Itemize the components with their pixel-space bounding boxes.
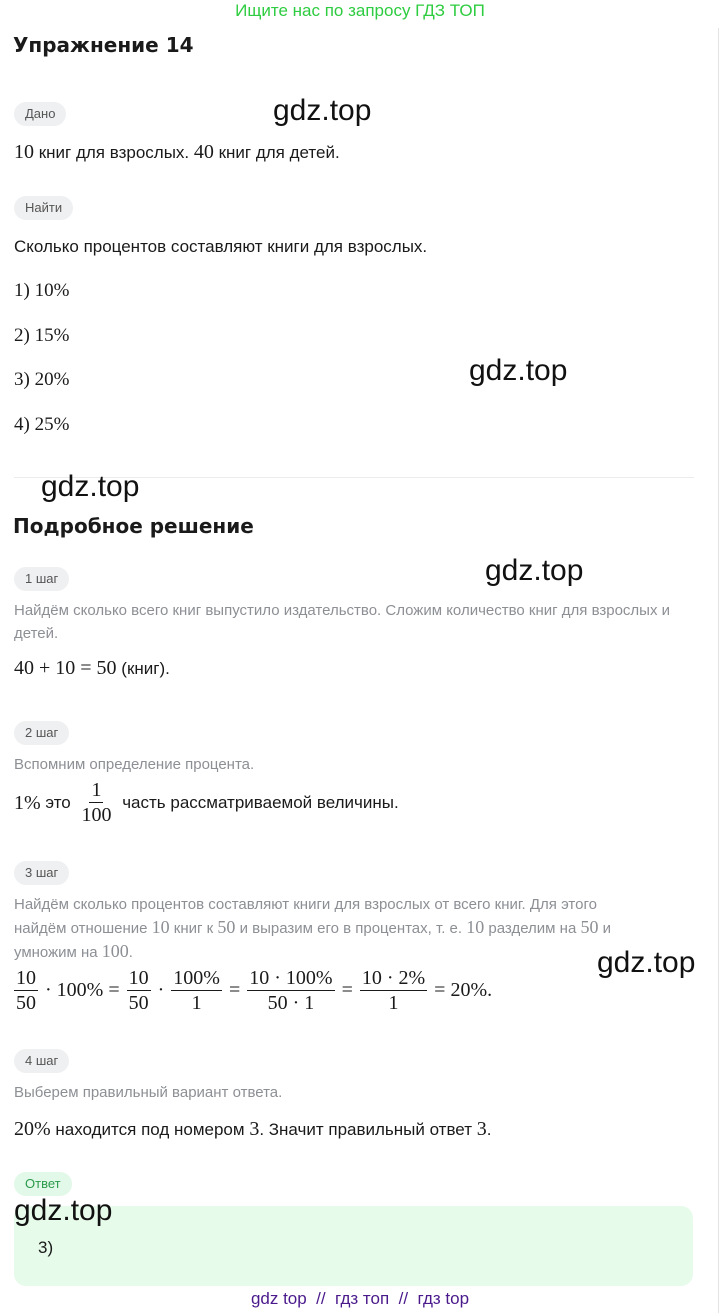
step-1-chip: 1 шаг (14, 567, 69, 591)
option-4: 4) 25% (14, 414, 70, 435)
given-chip: Дано (14, 102, 66, 126)
equation-operator: · (157, 979, 165, 1001)
answer-box (14, 1206, 693, 1286)
step-2-rest: часть рассматриваемой величины. (117, 792, 399, 812)
footer-links[interactable]: gdz top // гдз топ // гдз top (250, 1289, 470, 1308)
fraction-numerator: 100% (173, 967, 220, 989)
fraction-denominator: 50 (128, 992, 149, 1014)
equation-result: = 20%. (434, 979, 493, 1001)
step-4-percent: 20% (14, 1118, 51, 1140)
step-4-number: 3 (476, 1118, 487, 1140)
fraction-1 (14, 966, 38, 1015)
fraction-3 (171, 966, 222, 1015)
watermark: gdz.top (485, 554, 584, 587)
step-4-text: . (486, 1120, 492, 1139)
fraction-numerator: 10 · 100% (249, 967, 333, 989)
fraction-2 (127, 966, 151, 1015)
step-1-explanation: Найдём сколько всего книг выпустило издательство. Сложим количество книг для взрослых и детей. (14, 602, 671, 642)
step-3-text: найдём отношение (14, 920, 152, 937)
fraction-denominator: 1 (388, 992, 399, 1014)
watermark: gdz.top (273, 94, 372, 127)
step-4-chip: 4 шаг (14, 1049, 69, 1073)
top-banner: Ищите нас по запросу ГДЗ ТОП (235, 1, 485, 20)
fraction-denominator: 100 (81, 804, 112, 826)
step-3-number: 50 (580, 917, 599, 937)
given-number-1: 10 (14, 141, 34, 163)
right-border-line (718, 28, 719, 1313)
page-title: Упражнение 14 (13, 33, 194, 57)
fraction-4 (247, 966, 334, 1015)
watermark: gdz.top (41, 470, 140, 503)
find-chip: Найти (14, 196, 73, 220)
option-3: 3) 20% (14, 369, 70, 390)
step-1-formula (14, 656, 170, 681)
step-4-text: . Значит правильный ответ (259, 1120, 477, 1139)
equation-operator: = (341, 979, 353, 1001)
watermark: gdz.top (597, 946, 696, 979)
fraction-numerator: 10 (128, 967, 149, 989)
fraction-denominator: 1 (191, 992, 202, 1014)
fraction-numerator: 10 (16, 967, 36, 989)
fraction-5 (360, 966, 427, 1015)
step-1-equation: 40 + 10 = 50 (14, 657, 117, 679)
step-4-text: находится под номером (50, 1120, 250, 1139)
step-3-line-2 (14, 916, 704, 940)
given-number-2: 40 (193, 141, 214, 163)
step-2-definition (14, 778, 399, 827)
given-text-1: книг для взрослых. (34, 143, 194, 162)
step-2-word: это (40, 792, 76, 812)
answer-value: 3) (38, 1238, 54, 1257)
equation-operator: = (228, 979, 241, 1001)
given-text (14, 140, 340, 165)
step-3-line-1: Найдём сколько процентов составляют книги для взрослых от всего книг. Для этого (14, 896, 597, 913)
step-2-percent: 1% (14, 791, 41, 814)
step-3-text: умножим на (14, 944, 102, 961)
step-3-text: и выразим его в процентах, т. е. (235, 920, 467, 937)
find-question: Сколько процентов составляют книги для взрослых. (14, 237, 428, 256)
step-3-chip: 3 шаг (14, 861, 69, 885)
step-2-fraction (79, 778, 113, 827)
watermark: gdz.top (14, 1194, 113, 1227)
step-2-explanation: Вспомним определение процента. (14, 756, 255, 773)
watermark: gdz.top (469, 354, 568, 387)
step-3-text: . (128, 944, 133, 961)
fraction-denominator: 50 (16, 992, 36, 1014)
fraction-numerator: 10 · 2% (361, 967, 426, 989)
step-3-number: 10 (466, 917, 485, 937)
answer-chip: Ответ (14, 1172, 72, 1196)
step-3-number: 10 (151, 917, 170, 937)
given-text-2: книг для детей. (213, 143, 340, 162)
equation-operator: · 100% = (45, 979, 120, 1001)
step-4-explanation: Выберем правильный вариант ответа. (14, 1084, 283, 1101)
step-4-number: 3 (249, 1118, 260, 1140)
step-3-number: 100 (101, 941, 129, 961)
step-3-text: и (598, 920, 611, 937)
option-2: 2) 15% (14, 325, 70, 346)
step-3-equation (14, 966, 495, 1015)
step-1-unit: (книг). (116, 659, 170, 678)
step-3-text: книг к (169, 920, 218, 937)
step-2-chip: 2 шаг (14, 721, 69, 745)
option-1: 1) 10% (14, 280, 70, 301)
fraction-denominator: 50 · 1 (267, 992, 315, 1014)
step-4-conclusion (14, 1117, 491, 1142)
solution-title: Подробное решение (13, 514, 254, 538)
fraction-numerator: 1 (91, 779, 102, 801)
step-3-number: 50 (217, 917, 236, 937)
step-3-text: разделим на (484, 920, 581, 937)
